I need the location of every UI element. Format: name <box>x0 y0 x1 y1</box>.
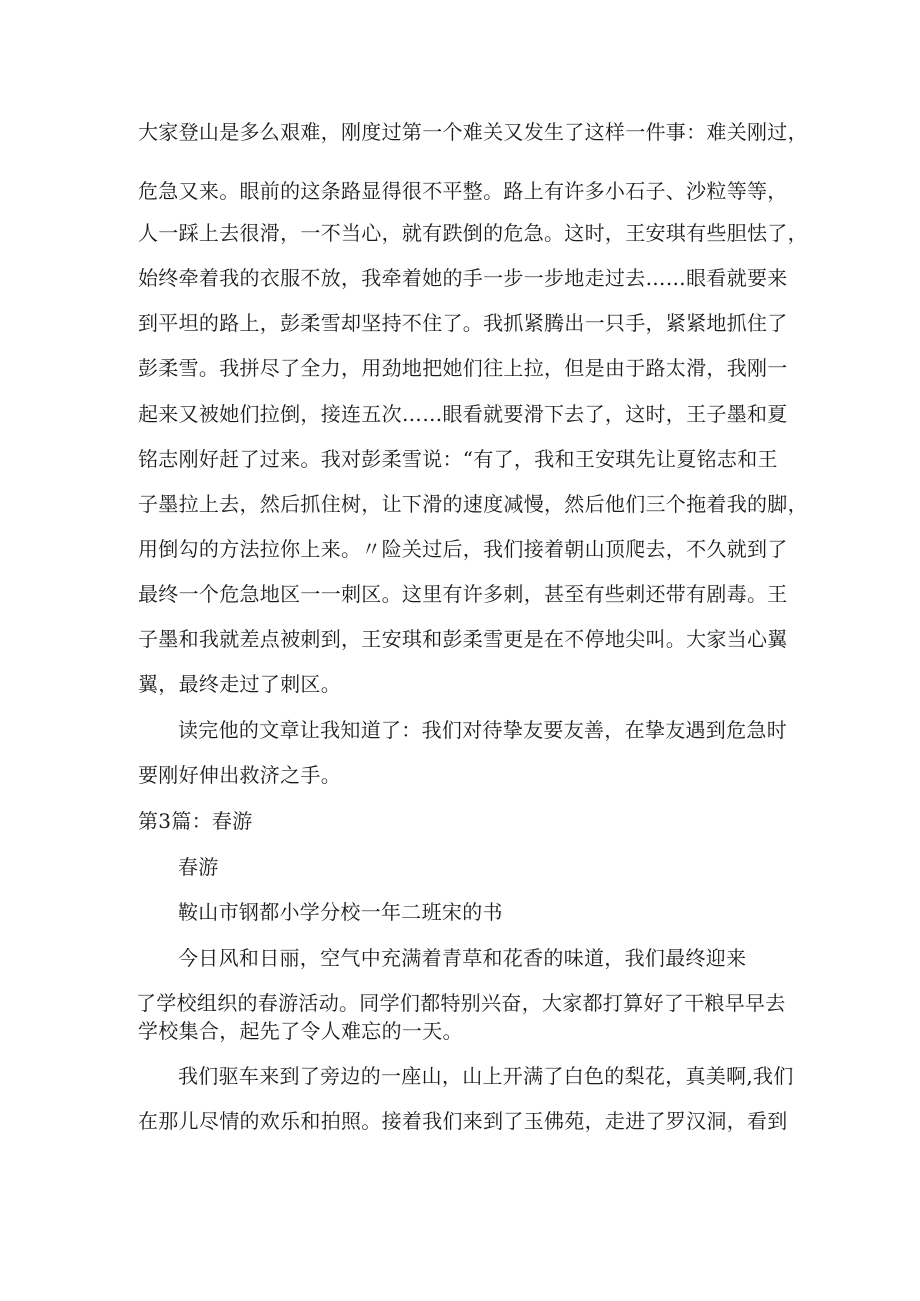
paragraph-line: 我们驱车来到了旁边的一座山，山上开满了白色的梨花，真美啊,我们 <box>178 1064 794 1088</box>
paragraph-line: 人一踩上去很滑，一不当心，就有跌倒的危急。这时，王安琪有些胆怯了， <box>138 221 808 245</box>
paragraph-line: 彭柔雪。我拼尽了全力，用劲地把她们往上拉，但是由于路太滑，我刚一 <box>138 356 788 380</box>
paragraph-line: 大家登山是多么艰难，刚度过第一个难关又发生了这样一件事：难关刚过， <box>138 120 808 144</box>
paragraph-line: 危急又来。眼前的这条路显得很不平整。路上有许多小石子、沙粒等等， <box>138 179 788 203</box>
essay-author: 鞍山市钢都小学分校一年二班宋的书 <box>178 900 503 924</box>
paragraph-line: 最终一个危急地区一一刺区。这里有许多刺，甚至有些刺还带有剧毒。王 <box>138 582 788 606</box>
paragraph-line: 子墨和我就差点被刺到，王安琪和彭柔雪更是在不停地尖叫。大家当心翼 <box>138 627 788 651</box>
paragraph-line: 到平坦的路上，彭柔雪却坚持不住了。我抓紧腾出一只手，紧紧地抓住了 <box>138 311 788 335</box>
section-heading: 第3篇：春游 <box>138 809 253 833</box>
paragraph-line: 始终牵着我的衣服不放，我牵着她的手一步一步地走过去……眼看就要来 <box>138 266 788 290</box>
paragraph-line: 在那儿尽情的欢乐和拍照。接着我们来到了玉佛苑，走进了罗汉洞，看到 <box>138 1109 788 1133</box>
paragraph-line: 子墨拉上去，然后抓住树，让下滑的速度减慢，然后他们三个拖着我的脚， <box>138 492 808 516</box>
paragraph-line: 今日风和日丽，空气中充满着青草和花香的味道，我们最终迎来 <box>178 946 747 970</box>
paragraph-line: 学校集合，起先了令人难忘的一天。 <box>138 1019 463 1043</box>
paragraph-line: 起来又被她们拉倒，接连五次……眼看就要滑下去了，这时，王子墨和夏 <box>138 402 788 426</box>
paragraph-line: 翼，最终走过了刺区。 <box>138 672 341 696</box>
paragraph-line: 用倒勾的方法拉你上来。〃险关过后，我们接着朝山顶爬去，不久就到了 <box>138 537 788 561</box>
paragraph-line: 读完他的文章让我知道了：我们对待挚友要友善，在挚友遇到危急时 <box>178 718 787 742</box>
paragraph-line: 铭志刚好赶了过来。我对彭柔雪说：“有了，我和王安琪先让夏铭志和王 <box>138 447 778 471</box>
essay-title: 春游 <box>178 855 219 879</box>
paragraph-line: 了学校组织的春游活动。同学们都特别兴奋，大家都打算好了干粮早早去 <box>136 991 786 1015</box>
paragraph-line: 要刚好伸出救济之手。 <box>138 763 341 787</box>
